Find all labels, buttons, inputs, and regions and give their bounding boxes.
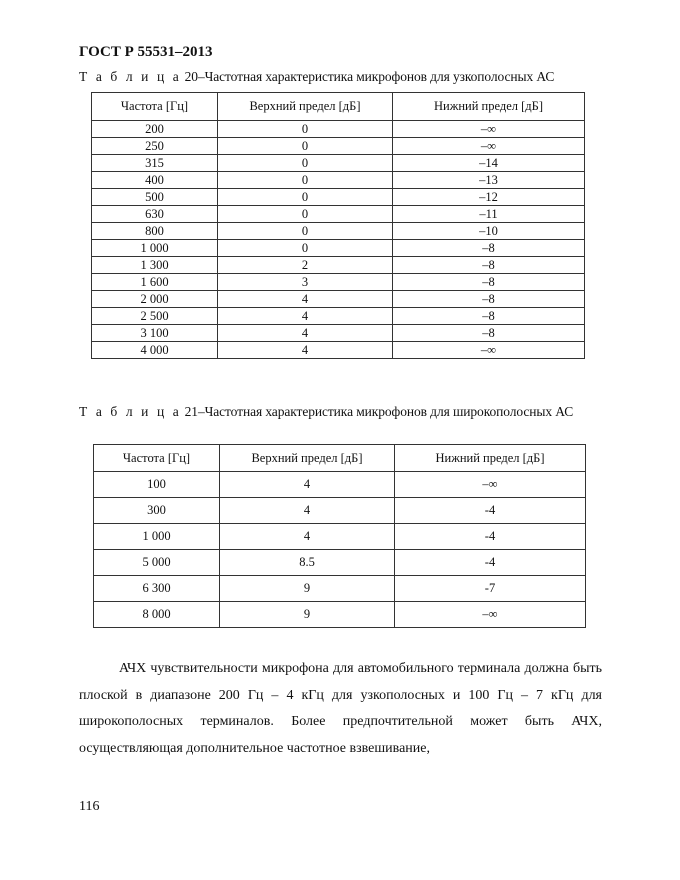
cell-lower-limit: –8 [393, 257, 585, 274]
cell-upper-limit: 0 [218, 172, 393, 189]
cell-upper-limit: 0 [218, 155, 393, 172]
table-row [94, 576, 586, 602]
cell-upper-limit: 9 [220, 576, 395, 602]
table-row [94, 472, 586, 498]
column-header-upper-limit: Верхний предел [дБ] [220, 445, 395, 472]
cell-frequency: 400 [92, 172, 218, 189]
cell-lower-limit: -4 [395, 498, 586, 524]
cell-upper-limit: 0 [218, 189, 393, 206]
cell-lower-limit: –∞ [393, 342, 585, 359]
table-row [92, 121, 585, 138]
cell-upper-limit: 0 [218, 240, 393, 257]
table-row [94, 550, 586, 576]
cell-upper-limit: 9 [220, 602, 395, 628]
cell-upper-limit: 4 [220, 498, 395, 524]
table-row [92, 155, 585, 172]
cell-lower-limit: -4 [395, 550, 586, 576]
caption-text: –Частотная характеристика микрофонов для широкополосных АС [197, 404, 574, 419]
cell-frequency: 4 000 [92, 342, 218, 359]
cell-lower-limit: –14 [393, 155, 585, 172]
cell-frequency: 1 000 [94, 524, 220, 550]
table-row [92, 138, 585, 155]
cell-lower-limit: –11 [393, 206, 585, 223]
column-header-frequency: Частота [Гц] [94, 445, 220, 472]
cell-upper-limit: 0 [218, 121, 393, 138]
cell-frequency: 1 300 [92, 257, 218, 274]
cell-upper-limit: 4 [218, 325, 393, 342]
cell-upper-limit: 0 [218, 138, 393, 155]
cell-frequency: 5 000 [94, 550, 220, 576]
table-row [92, 274, 585, 291]
column-header-upper-limit: Верхний предел [дБ] [218, 93, 393, 121]
cell-upper-limit: 0 [218, 206, 393, 223]
cell-lower-limit: –∞ [395, 472, 586, 498]
table-row [94, 498, 586, 524]
cell-frequency: 1 600 [92, 274, 218, 291]
table-row [92, 308, 585, 325]
table-row [92, 291, 585, 308]
table-row [94, 602, 586, 628]
cell-upper-limit: 3 [218, 274, 393, 291]
caption-number: 21 [184, 404, 198, 419]
table-20-caption [79, 68, 609, 85]
cell-lower-limit: -7 [395, 576, 586, 602]
table-row [92, 240, 585, 257]
cell-frequency: 200 [92, 121, 218, 138]
table-row [92, 257, 585, 274]
cell-frequency: 2 000 [92, 291, 218, 308]
cell-upper-limit: 4 [220, 472, 395, 498]
cell-lower-limit: –∞ [393, 121, 585, 138]
cell-frequency: 2 500 [92, 308, 218, 325]
caption-prefix: Т а б л и ц а [79, 69, 182, 84]
standard-designation: ГОСТ Р 55531–2013 [79, 44, 213, 60]
caption-text: –Частотная характеристика микрофонов для узкополосных АС [197, 69, 555, 84]
table-row [92, 206, 585, 223]
cell-frequency: 8 000 [94, 602, 220, 628]
cell-frequency: 1 000 [92, 240, 218, 257]
cell-upper-limit: 2 [218, 257, 393, 274]
cell-lower-limit: –8 [393, 291, 585, 308]
cell-frequency: 100 [94, 472, 220, 498]
table-header-row [94, 445, 586, 472]
cell-lower-limit: –8 [393, 274, 585, 291]
table-row [92, 325, 585, 342]
body-paragraph: АЧХ чувствительности микрофона для автомобильного терминала должна быть плоской в диапазоне 200 Гц – 4 кГц для узкополосных и 100 Гц – 7 кГц для широкополосных терминалов. Более предпочтительной может быть АЧХ, осуществляющая дополнительное частотное взвешивание, [79, 661, 602, 756]
cell-frequency: 250 [92, 138, 218, 155]
cell-upper-limit: 4 [220, 524, 395, 550]
table-20 [91, 92, 585, 359]
cell-frequency: 6 300 [94, 576, 220, 602]
cell-upper-limit: 4 [218, 308, 393, 325]
table-row [92, 172, 585, 189]
table-row [92, 223, 585, 240]
column-header-lower-limit: Нижний предел [дБ] [395, 445, 586, 472]
cell-frequency: 315 [92, 155, 218, 172]
table-21 [93, 444, 586, 628]
cell-frequency: 800 [92, 223, 218, 240]
page-number: 116 [79, 799, 100, 814]
cell-frequency: 630 [92, 206, 218, 223]
cell-frequency: 300 [94, 498, 220, 524]
cell-lower-limit: –8 [393, 240, 585, 257]
table-row [94, 524, 586, 550]
cell-frequency: 500 [92, 189, 218, 206]
table-row [92, 342, 585, 359]
cell-upper-limit: 4 [218, 342, 393, 359]
table-row [92, 189, 585, 206]
column-header-frequency: Частота [Гц] [92, 93, 218, 121]
caption-prefix: Т а б л и ц а [79, 404, 182, 419]
cell-lower-limit: –8 [393, 308, 585, 325]
cell-lower-limit: –12 [393, 189, 585, 206]
cell-lower-limit: –∞ [395, 602, 586, 628]
table-header-row [92, 93, 585, 121]
cell-frequency: 3 100 [92, 325, 218, 342]
cell-lower-limit: –8 [393, 325, 585, 342]
cell-upper-limit: 8.5 [220, 550, 395, 576]
cell-lower-limit: –13 [393, 172, 585, 189]
cell-upper-limit: 0 [218, 223, 393, 240]
caption-number: 20 [184, 69, 198, 84]
table-21-caption [79, 403, 609, 420]
cell-lower-limit: –10 [393, 223, 585, 240]
cell-lower-limit: -4 [395, 524, 586, 550]
cell-upper-limit: 4 [218, 291, 393, 308]
cell-lower-limit: –∞ [393, 138, 585, 155]
column-header-lower-limit: Нижний предел [дБ] [393, 93, 585, 121]
